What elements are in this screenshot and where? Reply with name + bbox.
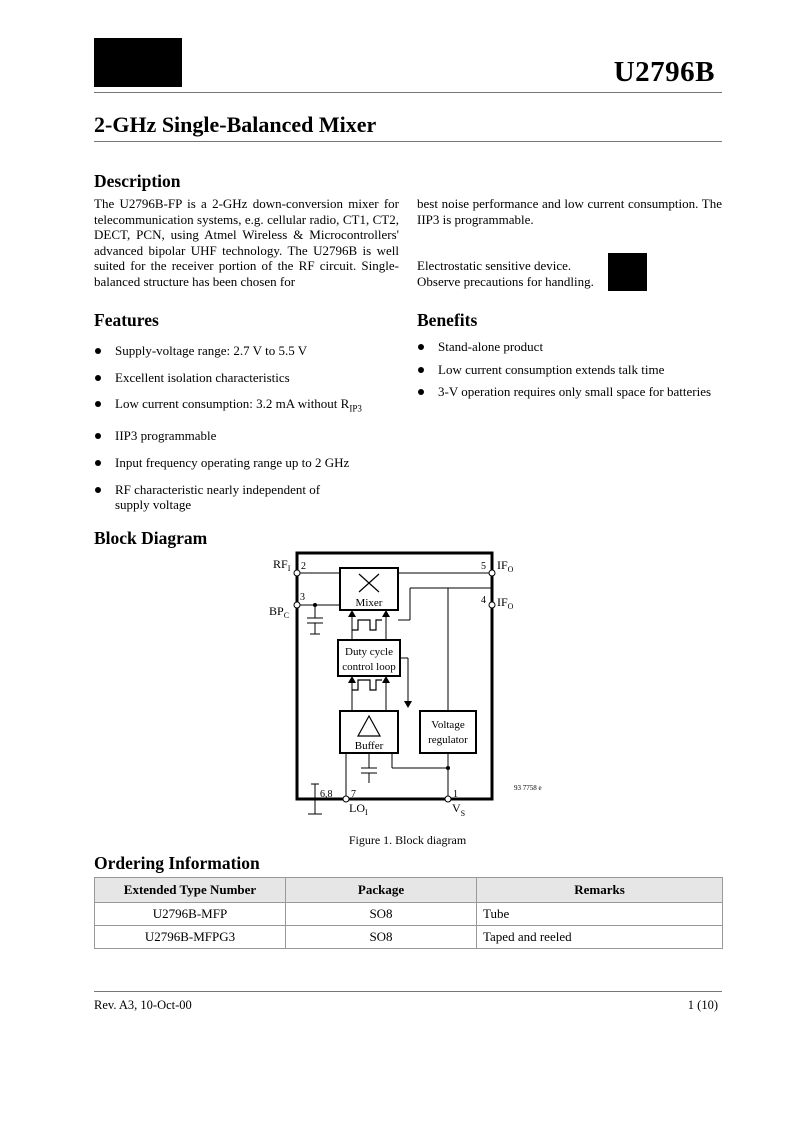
col-header-remarks: Remarks [477, 878, 723, 903]
list-item: 3-V operation requires only small space for batteries [418, 384, 728, 400]
pin-7-label: 7 [351, 789, 356, 800]
buffer-label: Buffer [354, 740, 384, 752]
list-item [95, 396, 395, 417]
table-row [95, 903, 723, 926]
col-header-type: Extended Type Number [95, 878, 286, 903]
voltage-regulator-block [420, 711, 476, 753]
list-item: Input frequency operating range up to 2 GHz [95, 455, 395, 471]
vreg-label-2: regulator [428, 734, 468, 746]
description-heading: Description [94, 171, 181, 191]
pin-4-label: 4 [481, 595, 486, 606]
table-cell: SO8 [286, 903, 477, 926]
description-col2 [417, 196, 722, 227]
pin-5-label: 5 [481, 561, 486, 572]
description-text-1: The U2796B-FP is a 2-GHz down-conversion mixer for telecommunication systems, e.g. cellular radio, CT1, CT2, DECT, PCN, using Atmel Wireless & Microcontrollers' advanced bipolar UHF technology. The U2796B is well suited for the receiver portion of the RF circuit. Single-balanced structure has been chosen for [94, 196, 399, 289]
revision-info: Rev. A3, 10-Oct-00 [94, 998, 192, 1012]
buffer-triangle-icon [358, 716, 380, 736]
features-heading: Features [94, 310, 159, 330]
footer-rule [94, 991, 722, 992]
pin-3-label: 3 [300, 592, 305, 603]
duty-label-1: Duty cycle [345, 646, 393, 658]
pin-68-label: 6,8 [320, 789, 333, 800]
table-cell: U2796B-MFP [95, 903, 286, 926]
table-cell: Tube [477, 903, 723, 926]
company-logo [94, 38, 182, 87]
mixer-label: Mixer [355, 597, 383, 609]
esd-warning-icon [608, 253, 647, 291]
title-rule [94, 141, 722, 142]
if5-label: $IF_O$ [497, 558, 514, 574]
block-diagram [260, 548, 560, 826]
block-diagram-heading: Block Diagram [94, 528, 208, 548]
feature-current-text: Low current consumption: 3.2 mA without R [115, 396, 350, 412]
duty-label-2: control loop [342, 661, 396, 673]
benefits-list [418, 339, 728, 400]
document-title: 2-GHz Single-Balanced Mixer [94, 112, 377, 137]
feature-rf-line2: supply voltage [115, 497, 192, 513]
ordering-heading: Ordering Information [94, 853, 260, 873]
table-header-row [95, 878, 723, 903]
list-item [95, 482, 395, 513]
pin-vs [445, 796, 451, 802]
list-item: Stand-alone product [418, 339, 728, 355]
rip3-subscript: IP3 [349, 403, 362, 414]
pin-1-label: 1 [453, 789, 458, 800]
list-item: Low current consumption extends talk time [418, 362, 728, 378]
square-wave-icon [352, 620, 382, 630]
rf-label: $RF_I$ [273, 557, 291, 573]
pin-if5 [489, 570, 495, 576]
col-header-package: Package [286, 878, 477, 903]
diagram-ref-number: 93 7758 e [514, 784, 542, 792]
description-col1 [94, 196, 399, 290]
list-item: Supply-voltage range: 2.7 V to 5.5 V [95, 343, 395, 359]
table-cell: Taped and reeled [477, 926, 723, 949]
esd-line-2: Observe precautions for handling. [417, 273, 594, 289]
pin-2-label: 2 [301, 561, 306, 572]
benefits-heading: Benefits [417, 310, 478, 330]
ordering-table [94, 877, 723, 949]
description-text-2: best noise performance and low current consumption. The IIP3 is programmable. [417, 196, 722, 227]
vs-label: $V_S$ [452, 801, 466, 818]
feature-rf-line1: RF characteristic nearly independent of [115, 481, 321, 497]
list-item: IIP3 programmable [95, 428, 395, 444]
pin-rf [294, 570, 300, 576]
part-number: U2796B [613, 56, 715, 88]
features-list [95, 343, 395, 513]
table-row [95, 926, 723, 949]
if4-label: $IF_O$ [497, 595, 514, 611]
pin-if4 [489, 602, 495, 608]
figure-caption: Figure 1. Block diagram [348, 833, 467, 847]
header-rule [94, 92, 722, 93]
square-wave-icon [352, 680, 382, 690]
table-cell: U2796B-MFPG3 [95, 926, 286, 949]
bp-label: $BP_C$ [269, 604, 290, 620]
esd-notice [417, 258, 607, 289]
page-number: 1 (10) [687, 998, 718, 1012]
esd-line-1: Electrostatic sensitive device. [417, 258, 572, 273]
table-cell: SO8 [286, 926, 477, 949]
vreg-label-1: Voltage [431, 719, 465, 731]
list-item: Excellent isolation characteristics [95, 370, 395, 386]
lo-label: $LO_I$ [349, 801, 368, 817]
